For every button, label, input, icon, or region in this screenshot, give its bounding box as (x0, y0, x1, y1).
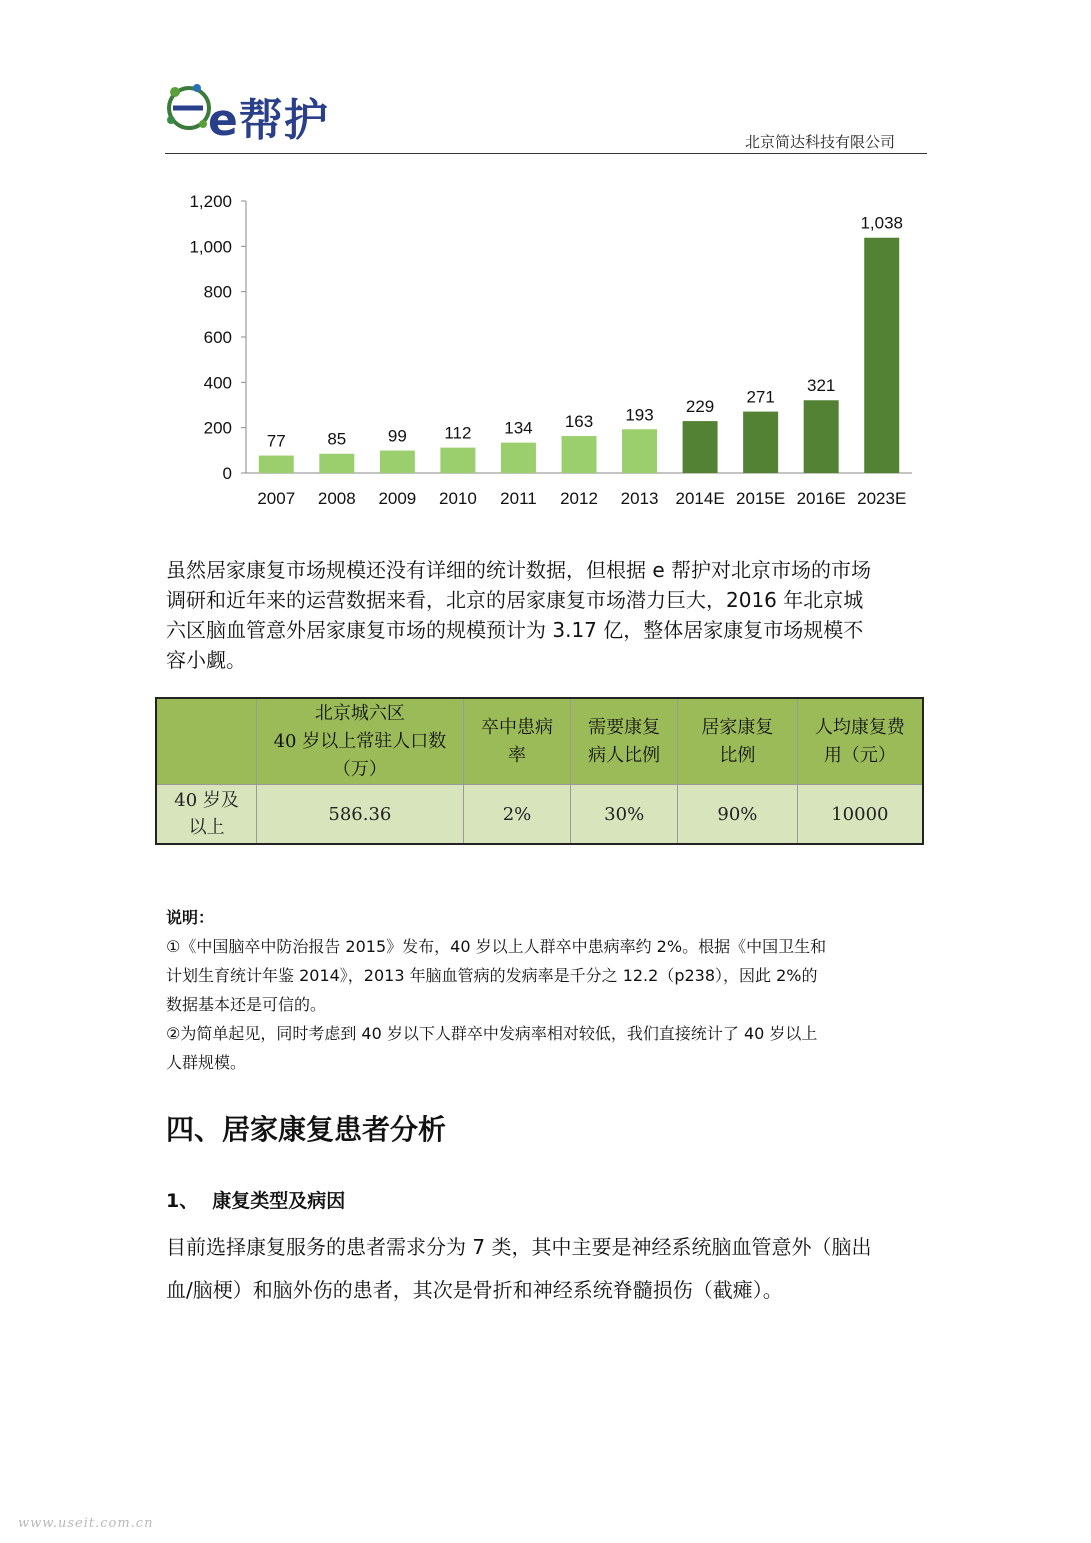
chart-bars (259, 238, 899, 473)
section-paragraph (166, 1226, 928, 1312)
y-tick-label: 0 (222, 464, 232, 483)
paragraph-line: 虽然居家康复市场规模还没有详细的统计数据，但根据 e 帮护对北京市场的市场 (166, 558, 872, 582)
header-line: （万） (332, 758, 387, 780)
bar-value-label: 163 (564, 412, 594, 432)
table-header-cell (463, 698, 571, 785)
paragraph-line: 六区脑血管意外居家康复市场的规模预计为 3.17 亿，整体居家康复市场规模不 (166, 618, 864, 642)
header-divider (165, 153, 927, 154)
bar-2023E (864, 238, 899, 473)
note-line: 计划生育统计年鉴 2014》，2013 年脑血管病的发病率是千分之 12.2（p238），因此 2%的 (166, 966, 818, 985)
paragraph-line: 容小觑。 (166, 648, 246, 672)
y-tick-label: 400 (203, 373, 232, 393)
table-cell: 30% (571, 785, 678, 845)
header-line: 北京城六区 (314, 702, 405, 724)
x-tick-label: 2008 (317, 489, 356, 508)
market-size-bar-chart (160, 180, 920, 520)
x-tick-label: 2016E (796, 489, 846, 508)
bar-value-label: 271 (746, 387, 775, 407)
table-cell: 10000 (797, 785, 923, 845)
note-line: ①《中国脑卒中防治报告 2015》发布，40 岁以上人群卒中患病率约 2%。根据《中国卫生和 (166, 937, 827, 956)
logo-text: e帮护 (208, 95, 329, 146)
subsection-heading (166, 1186, 345, 1213)
x-tick-label: 2010 (438, 489, 477, 508)
header-line: 居家康复 (701, 716, 774, 738)
paragraph-line: 目前选择康复服务的患者需求分为 7 类，其中主要是神经系统脑血管意外（脑出 (166, 1235, 872, 1259)
paragraph-line: 血/脑梗）和脑外伤的患者，其次是骨折和神经系统脊髓损伤（截瘫）。 (166, 1278, 783, 1302)
header-line: 率 (507, 744, 526, 766)
y-tick-label: 1,000 (189, 237, 232, 257)
bar-value-label: 77 (266, 431, 286, 451)
table-header-cell (257, 698, 463, 785)
bar-2010 (440, 448, 475, 473)
bar-value-label: 99 (387, 426, 407, 446)
bar-value-label: 134 (504, 418, 533, 438)
bar-2015E (743, 412, 778, 473)
y-tick-label: 600 (203, 328, 232, 347)
table-cell: 90% (678, 785, 798, 845)
table-header-cell (678, 698, 798, 785)
chart-axes (189, 192, 912, 483)
bar-value-label: 1,038 (860, 213, 904, 233)
notes-block (166, 903, 928, 1077)
bar-value-label: 229 (685, 397, 715, 417)
header-line: 用（元） (823, 744, 896, 766)
header-line: 40 岁以上常驻人口数 (273, 730, 447, 752)
note-line: 数据基本还是可信的。 (166, 995, 327, 1014)
note-line: 人群规模。 (166, 1053, 247, 1072)
cell-line: 40 岁及 (174, 790, 239, 811)
table-header-row (156, 698, 923, 785)
header-line: 需要康复 (588, 716, 661, 738)
section-heading: 四、居家康复患者分析 (166, 1113, 447, 1146)
table-cell (156, 785, 257, 845)
paragraph-line: 调研和近年来的运营数据来看，北京的居家康复市场潜力巨大，2016 年北京城 (166, 588, 864, 612)
table-cell: 2% (463, 785, 571, 845)
bar-2009 (380, 451, 415, 473)
cell-line: 以上 (188, 817, 225, 838)
bar-value-label: 321 (806, 376, 836, 396)
bar-2014E (683, 421, 718, 473)
table-header-cell (156, 698, 257, 785)
table-header-cell (571, 698, 678, 785)
table-cell: 586.36 (257, 785, 463, 845)
market-paragraph (166, 555, 928, 675)
header-line: 病人比例 (588, 744, 661, 766)
header-line: 卒中患病 (480, 716, 553, 738)
notes-title: 说明： (166, 908, 215, 927)
bar-2012 (562, 436, 597, 473)
x-tick-label: 2015E (736, 489, 786, 508)
bar-value-label: 85 (327, 429, 347, 449)
y-tick-label: 800 (203, 282, 232, 302)
table-header-cell (797, 698, 923, 785)
header-line: 人均康复费 (814, 716, 905, 738)
company-name: 北京简达科技有限公司 (744, 133, 895, 151)
subsection-number: 1、 (166, 1190, 199, 1212)
x-tick-label: 2013 (620, 489, 659, 508)
x-tick-label: 2011 (500, 489, 537, 508)
bar-2007 (259, 456, 294, 473)
subsection-title: 康复类型及病因 (212, 1190, 346, 1212)
x-tick-label: 2009 (378, 489, 417, 508)
watermark: www.useit.com.cn (18, 1516, 154, 1531)
y-tick-label: 200 (203, 418, 232, 438)
x-tick-label: 2023E (857, 489, 907, 508)
table-row (156, 785, 923, 845)
x-tick-label: 2014E (675, 489, 725, 508)
bar-2013 (622, 429, 657, 473)
x-tick-label: 2007 (257, 489, 296, 508)
bar-2008 (319, 454, 354, 473)
population-table (155, 697, 924, 845)
y-tick-label: 1,200 (189, 192, 232, 211)
note-line: ②为简单起见，同时考虑到 40 岁以下人群卒中发病率相对较低，我们直接统计了 40 岁以上 (166, 1024, 818, 1043)
company-logo (163, 78, 343, 148)
bar-2016E (804, 400, 839, 473)
bar-2011 (501, 443, 536, 473)
bar-value-label: 193 (625, 405, 654, 425)
header-line: 比例 (719, 744, 756, 766)
bar-value-label: 112 (444, 423, 472, 443)
x-tick-label: 2012 (560, 489, 598, 508)
